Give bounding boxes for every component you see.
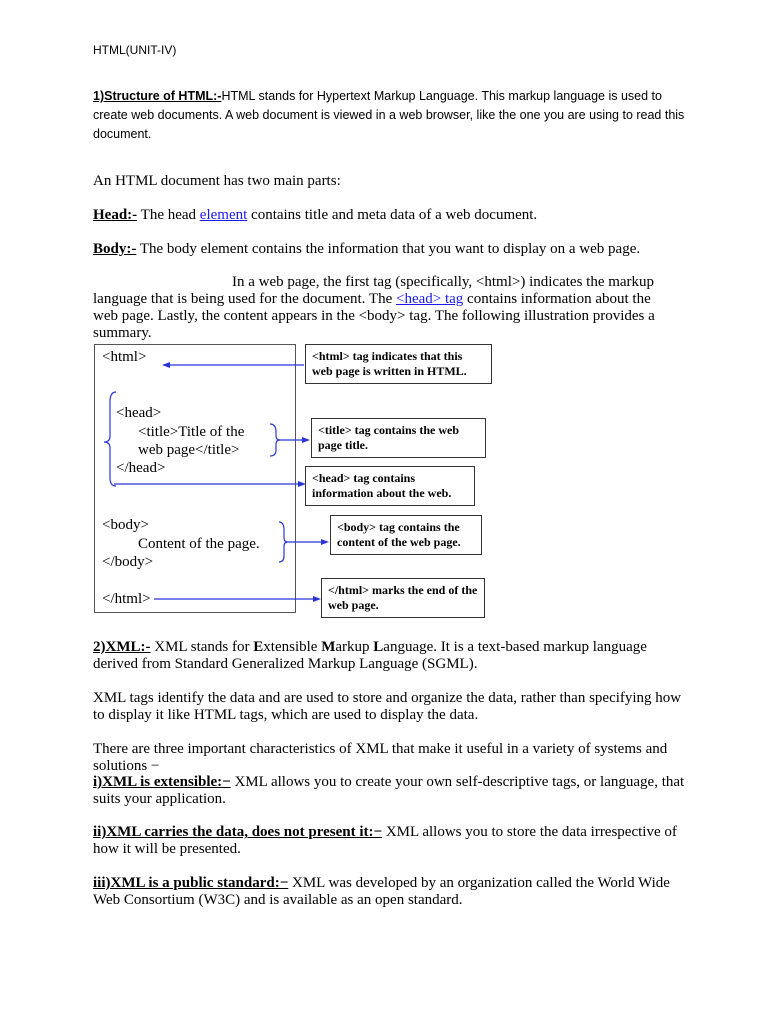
- c1-label: i)XML is extensible:−: [93, 774, 231, 790]
- xml-para-2: XML tags identify the data and are used to store and organize the data, rather than specifying how to display it like HTML tags, which are used to display the data.: [93, 690, 682, 723]
- intro-label: 1)Structure of HTML:-: [93, 89, 222, 103]
- body-label: Body:-: [93, 241, 137, 257]
- c1-text: XML allows you to create your own self-descriptive tags, or language, that suits your application.: [93, 774, 685, 807]
- note-end: </html> marks the end of the web page.: [321, 578, 485, 618]
- body-definition: [93, 241, 713, 258]
- note-html: <html> tag indicates that this web page is written in HTML.: [305, 344, 492, 384]
- html-arrowhead: [162, 362, 170, 368]
- para-line-2b: contains information about the: [463, 291, 651, 307]
- head-text: The head: [137, 207, 200, 223]
- head-brace: [104, 392, 116, 486]
- code-html-open: <html>: [102, 349, 147, 365]
- parts-heading: An HTML document has two main parts:: [93, 173, 341, 189]
- page-header: HTML(UNIT-IV): [93, 43, 177, 57]
- head-tag-link[interactable]: <head> tag: [395, 291, 464, 307]
- code-html-close: </html>: [102, 591, 151, 607]
- code-head-close: </head>: [116, 460, 166, 476]
- code-body-open: <body>: [102, 517, 149, 533]
- xml-m: M: [321, 639, 336, 655]
- code-body-close: </body>: [102, 554, 154, 570]
- note-head: <head> tag contains information about the web.: [305, 466, 475, 506]
- xml-e: E: [253, 639, 264, 655]
- xml-text-a: XML stands for: [150, 639, 254, 655]
- xml-definition: [93, 639, 693, 673]
- head-label: Head:-: [93, 207, 138, 223]
- para-line-2a: language that is being used for the document. The: [93, 291, 396, 307]
- code-title-line1: <title>Title of the: [138, 424, 245, 440]
- para-line-1: In a web page, the first tag (specifically, <html>) indicates the markup: [232, 274, 655, 290]
- para-line-4: summary.: [93, 325, 152, 341]
- html-structure-diagram: [94, 344, 494, 614]
- xml-para-3: There are three important characteristics of XML that make it useful in a variety of systems and solutions −: [93, 741, 668, 774]
- code-title-line2: web page</title>: [138, 442, 240, 458]
- body-text: The body element contains the information that you want to display on a web page.: [136, 241, 641, 257]
- intro-paragraph: [93, 87, 693, 144]
- c3-text: XML was developed by an organization called the World Wide Web Consortium (W3C) and is available as an open standard.: [93, 875, 670, 908]
- code-content: Content of the page.: [138, 536, 260, 552]
- xml-characteristic-1: [93, 774, 693, 808]
- note-body: <body> tag contains the content of the web page.: [330, 515, 482, 555]
- xml-xtensible: xtensible: [263, 639, 322, 655]
- xml-l: L: [373, 639, 384, 655]
- para-line-3: web page. Lastly, the content appears in the <body> tag. The following illustration provides a: [93, 308, 655, 324]
- xml-anguage: anguage. It is a text-based markup language derived from Standard Generalized Markup Language (SGML).: [93, 639, 647, 672]
- body-arrowhead: [321, 539, 329, 545]
- xml-arkup: arkup: [335, 639, 374, 655]
- end-arrowhead: [313, 596, 321, 602]
- note-title: <title> tag contains the web page title.: [311, 418, 486, 458]
- code-head-open: <head>: [116, 405, 162, 421]
- c2-label: ii)XML carries the data, does not present it:−: [93, 824, 383, 840]
- para-line-2: [93, 291, 651, 308]
- c3-label: iii)XML is a public standard:−: [93, 875, 289, 891]
- head-definition: [93, 207, 693, 224]
- xml-label: 2)XML:-: [93, 639, 151, 655]
- title-brace: [270, 424, 280, 456]
- c2-text: XML allows you to store the data irrespective of how it will be presented.: [93, 824, 677, 857]
- element-link[interactable]: element: [199, 207, 248, 223]
- xml-characteristic-3: [93, 875, 693, 909]
- xml-characteristic-2: [93, 824, 693, 858]
- title-arrowhead: [302, 437, 310, 443]
- head-text-end: contains title and meta data of a web document.: [247, 207, 538, 223]
- body-brace: [279, 522, 288, 562]
- intro-text: HTML stands for Hypertext Markup Language. This markup language is used to create web documents. A web document is viewed in a web browser, like the one you are using to read this document.: [93, 89, 685, 141]
